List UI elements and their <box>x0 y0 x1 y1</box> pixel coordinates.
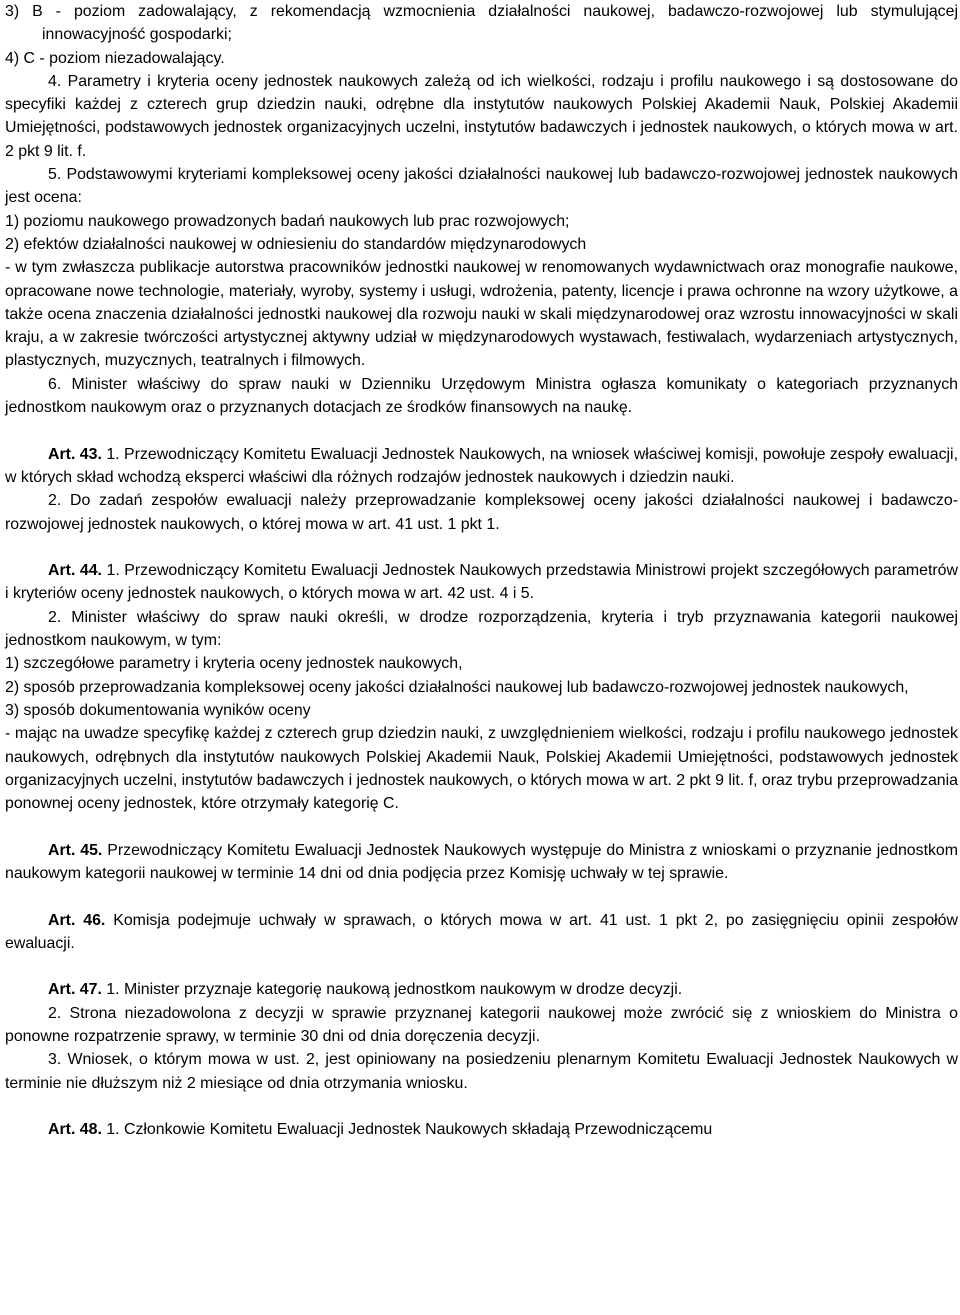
list-item-criterion-1: 1) poziomu naukowego prowadzonych badań naukowych lub prac rozwojowych; <box>5 212 570 230</box>
article-number: Art. 45. <box>48 841 103 859</box>
list-item-44-3: 3) sposób dokumentowania wyników oceny <box>5 701 311 719</box>
article-47-para-3: 3. Wniosek, o którym mowa w ust. 2, jest opiniowany na posiedzeniu plenarnym Komitetu Ewaluacji Jednostek Naukowych w terminie nie dłuższym niż 2 miesiące od dnia otrzymania wniosku. <box>5 1051 958 1092</box>
article-48-para-1: Art. 48. 1. Członkowie Komitetu Ewaluacji Jednostek Naukowych składają Przewodniczącemu <box>48 1121 713 1139</box>
article-47-para-2: 2. Strona niezadowolona z decyzji w sprawie przyznanej kategorii naukowej może zwrócić się z wnioskiem do Ministra o ponowne rozpatrzenie sprawy, w terminie 30 dni od dnia doręczenia decyzji. <box>5 1004 958 1046</box>
article-45: Art. 45. Przewodniczący Komitetu Ewaluacji Jednostek Naukowych występuje do Ministra z wnioskami o przyznanie jednostkom naukowym kategorii naukowej w terminie 14 dni od dnia podjęcia przez Komisję uchwały w tej sprawie. <box>5 841 959 882</box>
paragraph-criterion-2-continuation: - w tym zwłaszcza publikacje autorstwa pracowników jednostki naukowej w renomowanych wydawnictwach oraz monografie naukowe, opracowane nowe technologie, materiały, wyroby, systemy i usługi, wdrożenia, patenty, licencje i prawa ochronne na wzory użytkowe, a także ocena znaczenia działalności jednostki naukowej dla rozwoju nauki w skali międzynarodowej oraz wzrostu innowacyjności w skali kraju, a w zakresie twórczości artystycznej aktywny udział w międzynarodowych wystawach, festiwalach, wydarzeniach artystycznych, plastycznych, muzycznych, teatralnych i filmowych. <box>5 259 958 370</box>
document-text <box>5 0 958 1142</box>
article-number: Art. 44. <box>48 562 102 580</box>
list-item-criterion-2: 2) efektów działalności naukowej w odniesieniu do standardów międzynarodowych <box>5 235 587 253</box>
article-number: Art. 46. <box>48 911 106 929</box>
article-number: Art. 43. <box>48 445 102 463</box>
article-43-para-2: 2. Do zadań zespołów ewaluacji należy przeprowadzanie kompleksowej oceny jakości działalności naukowej i badawczo-rozwojowej jednostek naukowych, o której mowa w art. 41 ust. 1 pkt 1. <box>5 492 958 533</box>
paragraph-ust-6: 6. Minister właściwy do spraw nauki w Dzienniku Urzędowym Ministra ogłasza komunikaty o kategoriach przyznanych jednostkom naukowym oraz o przyznanych dotacjach ze środków finansowych na naukę. <box>5 375 958 417</box>
article-47-para-1: Art. 47. 1. Minister przyznaje kategorię naukową jednostkom naukowym w drodze decyzji. <box>48 981 683 999</box>
list-item-44-2: 2) sposób przeprowadzania kompleksowej oceny jakości działalności naukowej lub badawczo-rozwojowej jednostek naukowych, <box>5 678 909 696</box>
list-item-grade-c: 4) C - poziom niezadowalający. <box>5 49 225 67</box>
article-43-para-1: Art. 43. 1. Przewodniczący Komitetu Ewaluacji Jednostek Naukowych, na wniosek właściwej komisji, powołuje zespoły ewaluacji, w których skład wchodzą eksperci właściwi dla różnych rodzajów jednostek naukowych i dziedzin nauki. <box>5 445 958 486</box>
paragraph-ust-5: 5. Podstawowymi kryteriami kompleksowej oceny jakości działalności naukowej lub badawczo-rozwojowej jednostek naukowych jest ocena: <box>5 166 958 207</box>
article-44-para-1: Art. 44. 1. Przewodniczący Komitetu Ewaluacji Jednostek Naukowych przedstawia Ministrowi projekt szczegółowych parametrów i kryteriów oceny jednostek naukowych, o których mowa w art. 42 ust. 4 i 5. <box>5 562 958 603</box>
paragraph-ust-4: 4. Parametry i kryteria oceny jednostek naukowych zależą od ich wielkości, rodzaju i profilu naukowego i są dostosowane do specyfiki każdej z czterech grup dziedzin nauki, odrębne dla instytutów naukowych Polskiej Akademii Nauk, Polskiej Akademii Umiejętności, podstawowych jednostek organizacyjnych uczelni, instytutów badawczych i jednostek naukowych, o których mowa w art. 2 pkt 9 lit. f. <box>5 72 958 160</box>
article-44-para-2: 2. Minister właściwy do spraw nauki określi, w drodze rozporządzenia, kryteria i tryb przyznawania kategorii naukowej jednostkom naukowym, w tym: <box>5 608 958 650</box>
article-number: Art. 47. <box>48 981 102 999</box>
article-46: Art. 46. Komisja podejmuje uchwały w sprawach, o których mowa w art. 41 ust. 1 pkt 2, po zasięgnięciu opinii zespołów ewaluacji. <box>5 911 958 952</box>
list-item-44-1: 1) szczegółowe parametry i kryteria oceny jednostek naukowych, <box>5 655 463 673</box>
paragraph-44-tail: - mając na uwadze specyfikę każdej z czterech grup dziedzin nauki, z uwzględnieniem wielkości, rodzaju i profilu naukowego jednostek naukowych, odrębnych dla instytutów naukowych Polskiej Akademii Nauk, Polskiej Akademii Umiejętności, podstawowych jednostek organizacyjnych uczelni, instytutów badawczych i jednostek naukowych, o których mowa w art. 2 pkt 9 lit. f, oraz trybu przeprowadzania ponownej oceny jednostek, które otrzymały kategorię C. <box>5 725 959 813</box>
list-item-grade-b: 3) B - poziom zadowalający, z rekomendacją wzmocnienia działalności naukowej, badawczo-rozwojowej lub stymulującej innowacyjność gospodarki; <box>5 3 958 44</box>
article-number: Art. 48. <box>48 1121 102 1139</box>
